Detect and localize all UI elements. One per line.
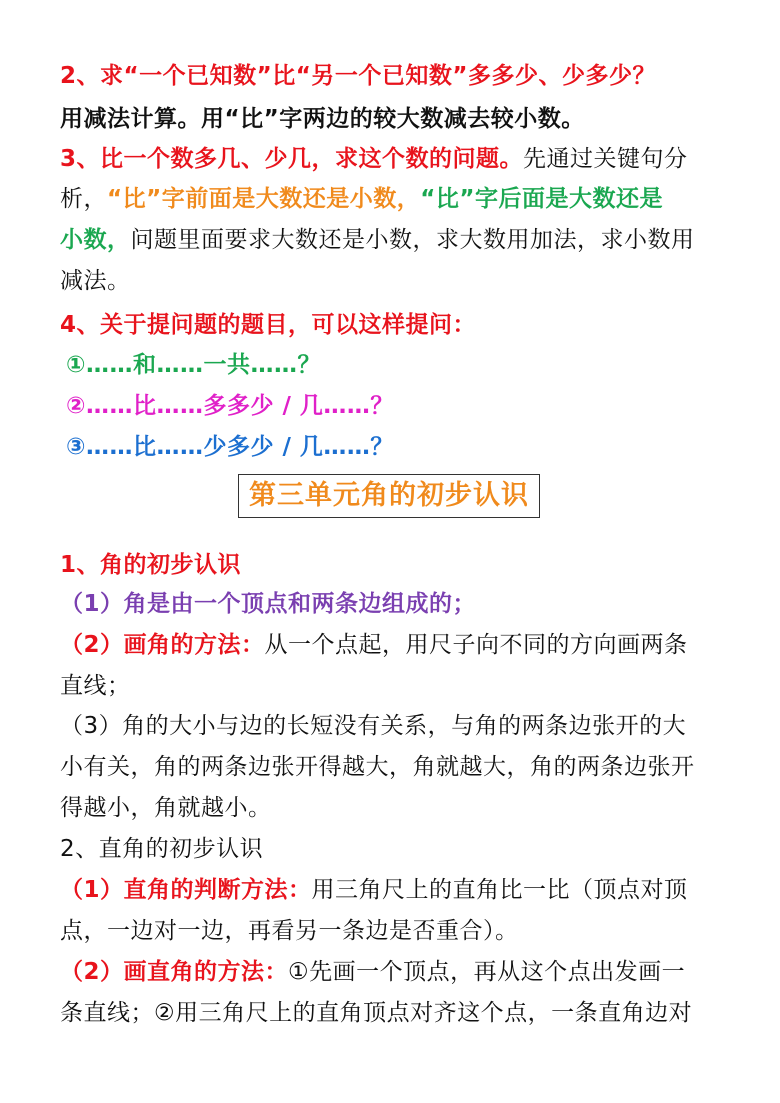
section-2-explanation: 用减法计算。用“比”字两边的较大数减去较小数。 xyxy=(60,106,585,132)
unit-title-box: 第三单元角的初步认识 xyxy=(238,474,540,518)
section-3-green-phrase-2: 小数， xyxy=(60,227,131,253)
section-3-text-3: 问题里面要求大数还是小数，求大数用加法，求小数用 xyxy=(130,227,695,253)
section-3-heading: 3、比一个数多几、少几，求这个数的问题。 xyxy=(60,146,524,172)
unit-section-1-item-3-line-2: 小有关，角的两条边张开得越大，角就越大，角的两条边张开 xyxy=(60,754,695,780)
unit-section-1-item-2-text: 从一个点起，用尺子向不同的方向画两条 xyxy=(264,632,688,658)
section-3-text-2: 析， xyxy=(60,186,107,212)
section-2-heading: 2、求“一个已知数”比“另一个已知数”多多少、少多少？ xyxy=(60,63,656,89)
section-4-heading: 4、关于提问题的题目，可以这样提问： xyxy=(60,312,477,338)
unit-section-1-heading: 1、角的初步认识 xyxy=(60,552,242,578)
question-pattern-2: ②……比……多多少 / 几……？ xyxy=(66,393,394,419)
section-3-line-2 xyxy=(60,179,730,219)
section-3-line-3 xyxy=(60,220,730,260)
unit-section-1-item-2-label: （2）画角的方法： xyxy=(60,632,265,658)
unit-section-2-item-1-label: （1）直角的判断方法： xyxy=(60,877,312,903)
unit-section-1-item-2-line-1 xyxy=(60,625,730,665)
section-3-green-phrase-1: “比”字后面是大数还是 xyxy=(420,186,663,212)
unit-section-2-item-2-label: （2）画直角的方法： xyxy=(60,959,289,985)
section-3-line-4: 减法。 xyxy=(60,268,131,294)
unit-section-1-item-3-line-1: （3）角的大小与边的长短没有关系，与角的两条边张开的大 xyxy=(60,713,687,739)
unit-section-2-item-1-text: 用三角尺上的直角比一比（顶点对顶 xyxy=(311,877,688,903)
unit-section-1-item-3-line-3: 得越小，角就越小。 xyxy=(60,795,272,821)
unit-section-2-item-1-line-2: 点，一边对一边，再看另一条边是否重合）。 xyxy=(60,918,519,944)
question-pattern-1: ①……和……一共……？ xyxy=(66,352,321,378)
question-pattern-3: ③……比……少多少 / 几……？ xyxy=(66,434,394,460)
unit-section-1-item-1: （1）角是由一个顶点和两条边组成的； xyxy=(60,591,477,617)
unit-section-2-item-2-line-1 xyxy=(60,952,730,992)
unit-section-1-item-2-line-2: 直线； xyxy=(60,673,131,699)
unit-section-2-item-2-line-2: 条直线；②用三角尺上的直角顶点对齐这个点，一条直角边对 xyxy=(60,1000,693,1026)
section-3-line-1 xyxy=(60,139,730,179)
section-3-orange-phrase: “比”字前面是大数还是小数， xyxy=(107,186,421,212)
unit-section-2-heading: 2、直角的初步认识 xyxy=(60,836,264,862)
section-3-text-1: 先通过关键句分 xyxy=(523,146,688,172)
unit-section-2-item-2-text: ①先画一个顶点，再从这个点出发画一 xyxy=(288,959,686,985)
unit-section-2-item-1-line-1 xyxy=(60,870,730,910)
